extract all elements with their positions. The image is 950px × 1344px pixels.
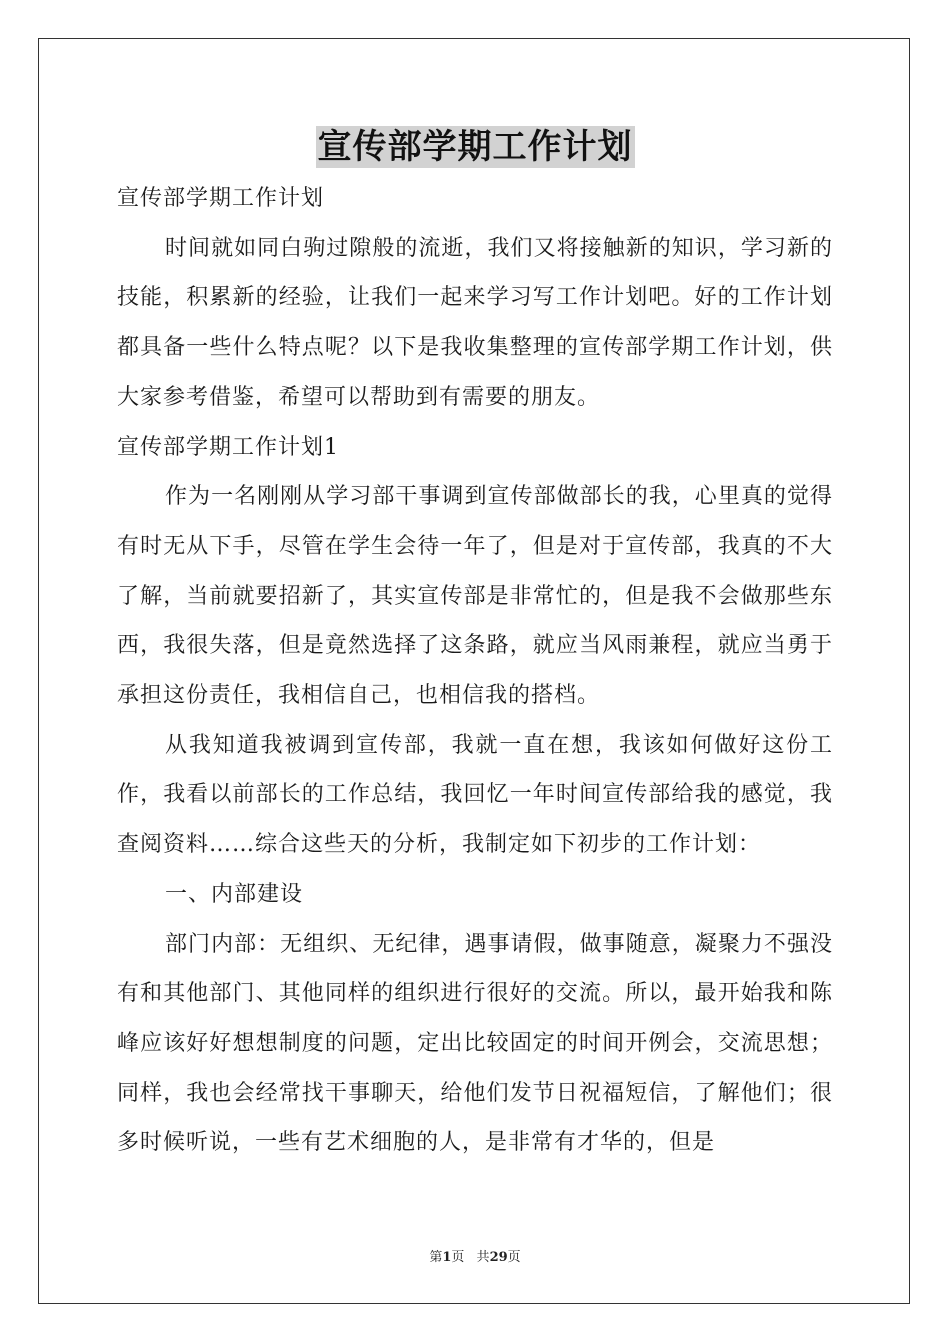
section-heading: 宣传部学期工作计划1 <box>117 434 339 460</box>
subtitle-line: 宣传部学期工作计划 <box>117 186 325 211</box>
page-indicator: 第1页 <box>429 1250 465 1265</box>
body-paragraph: 部门内部：无组织、无纪律，遇事请假，做事随意，凝聚力不强没有和其他部门、其他同样的组织进行很好的交流。所以，最开始我和陈峰应该好好想想制度的问题，定出比较固定的时间开例会，交流思想；同样，我也会经常找干事聊天，给他们发节日祝福短信，了解他们；很多时候听说，一些有艺术细胞的人，是非常有才华的，但是 <box>117 931 833 1156</box>
page-footer <box>0 1246 950 1265</box>
subsection-heading: 一、内部建设 <box>165 881 304 907</box>
total-pages-indicator: 共29页 <box>476 1250 521 1265</box>
document-body <box>117 174 833 1168</box>
title-container <box>0 126 950 168</box>
intro-paragraph: 时间就如同白驹过隙般的流逝，我们又将接触新的知识，学习新的技能，积累新的经验，让我们一起来学习写工作计划吧。好的工作计划都具备一些什么特点呢？以下是我收集整理的宣传部学期工作计划，供大家参考借鉴，希望可以帮助到有需要的朋友。 <box>117 235 833 410</box>
body-paragraph: 从我知道我被调到宣传部，我就一直在想，我该如何做好这份工作，我看以前部长的工作总结，我回忆一年时间宣传部给我的感觉，我查阅资料……综合这些天的分析，我制定如下初步的工作计划： <box>117 732 833 858</box>
document-title: 宣传部学期工作计划 <box>317 127 633 167</box>
body-paragraph: 作为一名刚刚从学习部干事调到宣传部做部长的我，心里真的觉得有时无从下手，尽管在学生会待一年了，但是对于宣传部，我真的不大了解，当前就要招新了，其实宣传部是非常忙的，但是我不会做那些东西，我很失落，但是竟然选择了这条路，就应当风雨兼程，就应当勇于承担这份责任，我相信自己，也相信我的搭档。 <box>117 484 833 709</box>
